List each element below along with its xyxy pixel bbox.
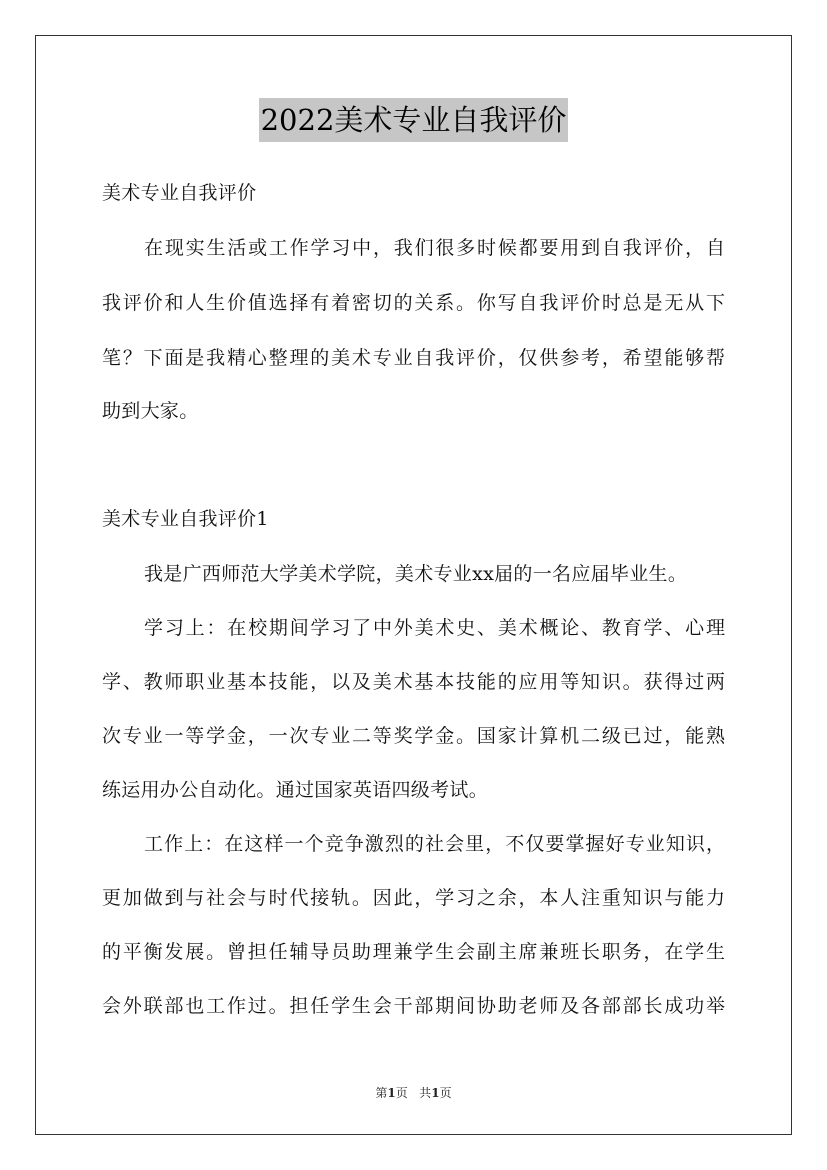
section-heading: 美术专业自我评价1 bbox=[102, 508, 269, 530]
paragraph-line: 练运用办公自动化。通过国家英语四级考试。 bbox=[102, 779, 489, 801]
paragraph-line: 次专业一等学金，一次专业二等奖学金。国家计算机二级已过，能熟 bbox=[102, 725, 725, 747]
page-prefix: 第 bbox=[375, 1086, 388, 1100]
paragraph-line: 在现实生活或工作学习中，我们很多时候都要用到自我评价，自 bbox=[144, 237, 725, 259]
total-pages: 1 bbox=[431, 1086, 440, 1100]
paragraph-line: 我评价和人生价值选择有着密切的关系。你写自我评价时总是无从下 bbox=[102, 292, 725, 314]
paragraph-line: 学、教师职业基本技能，以及美术基本技能的应用等知识。获得过两 bbox=[102, 671, 725, 693]
paragraph-line: 学习上：在校期间学习了中外美术史、美术概论、教育学、心理 bbox=[144, 617, 725, 639]
paragraph-line: 我是广西师范大学美术学院，美术专业xx届的一名应届毕业生。 bbox=[144, 563, 688, 585]
title-container bbox=[0, 98, 827, 142]
paragraph-line: 助到大家。 bbox=[102, 400, 199, 422]
total-prefix: 共 bbox=[419, 1086, 432, 1100]
paragraph-line: 笔？下面是我精心整理的美术专业自我评价，仅供参考，希望能够帮 bbox=[102, 347, 725, 369]
page-footer bbox=[0, 1085, 827, 1101]
page-suffix: 页 bbox=[395, 1086, 408, 1100]
section-heading: 美术专业自我评价 bbox=[102, 182, 257, 204]
paragraph-line: 会外联部也工作过。担任学生会干部期间协助老师及各部部长成功举 bbox=[102, 995, 725, 1017]
paragraph-line: 的平衡发展。曾担任辅导员助理兼学生会副主席兼班长职务，在学生 bbox=[102, 941, 725, 963]
document-title: 2022美术专业自我评价 bbox=[259, 98, 569, 142]
paragraph-line: 更加做到与社会与时代接轨。因此，学习之余，本人注重知识与能力 bbox=[102, 887, 725, 909]
total-suffix: 页 bbox=[439, 1086, 452, 1100]
paragraph-line: 工作上：在这样一个竞争激烈的社会里，不仅要掌握好专业知识， bbox=[144, 833, 725, 855]
page-number: 1 bbox=[387, 1086, 396, 1100]
